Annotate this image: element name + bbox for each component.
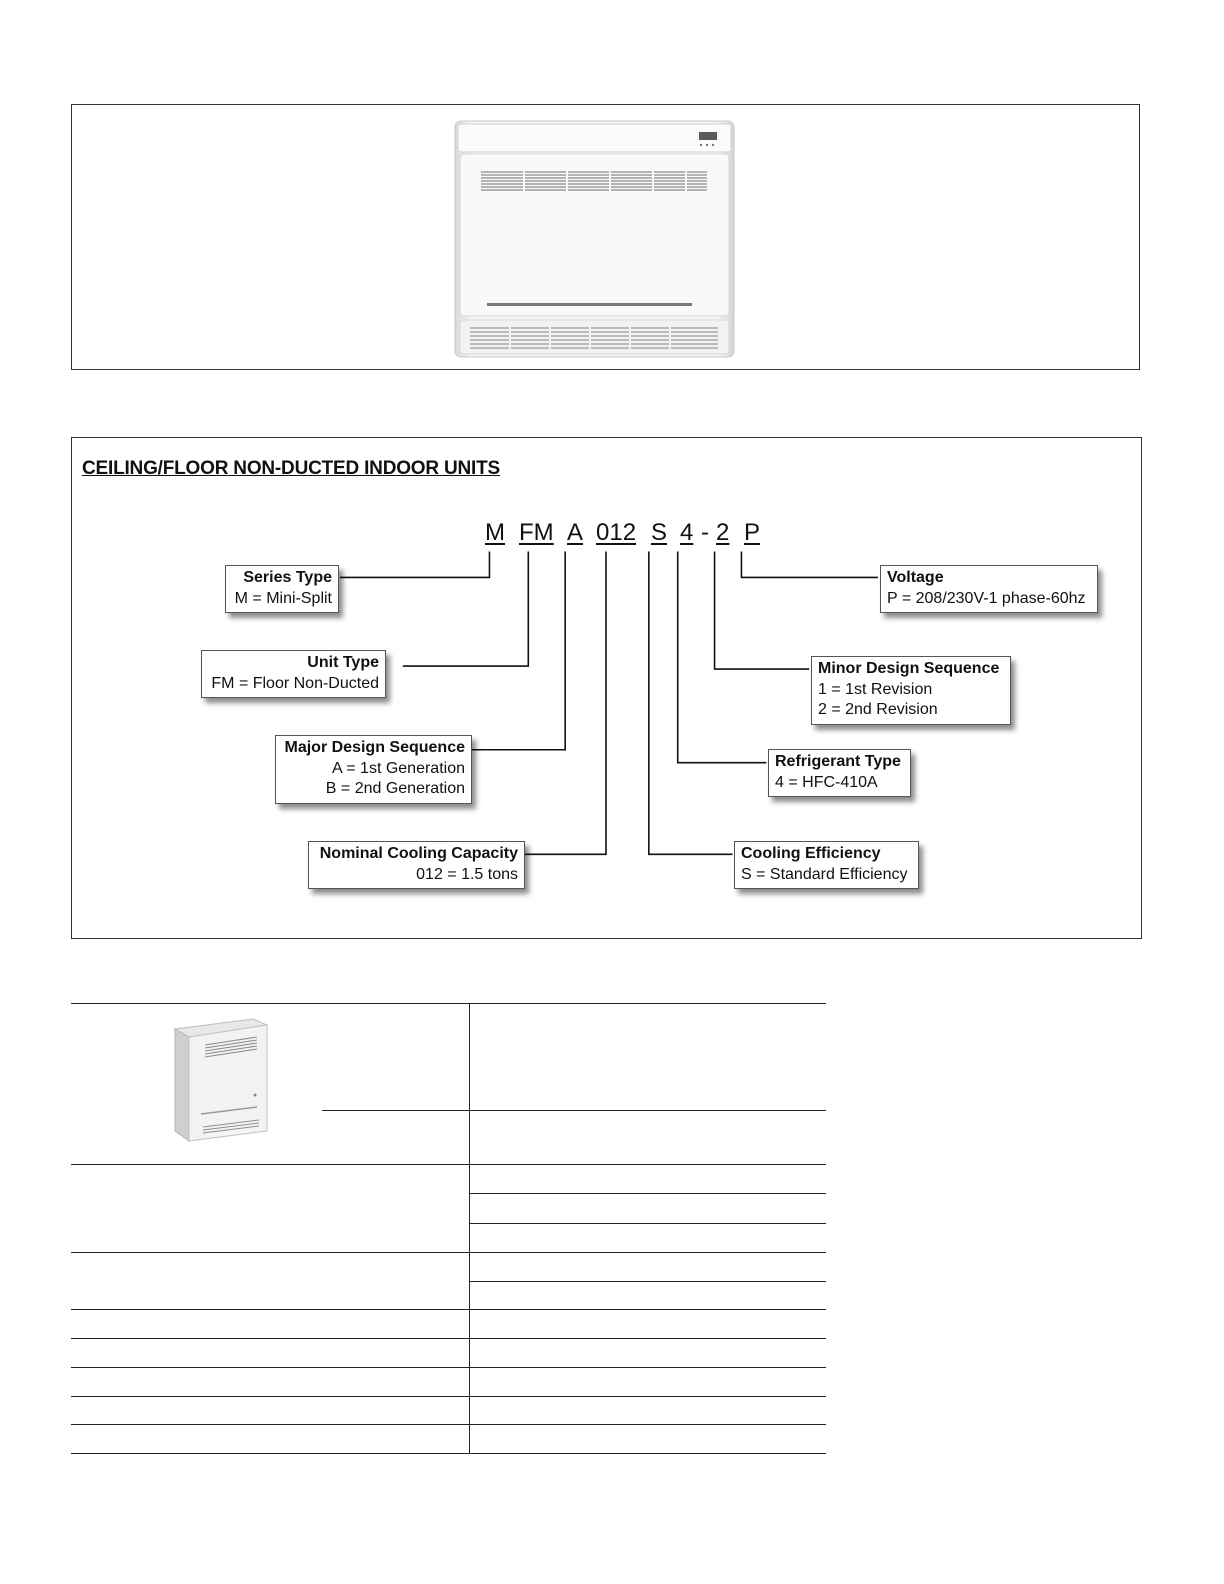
callout-title: Minor Design Sequence xyxy=(818,660,1000,677)
callout-title: Refrigerant Type xyxy=(775,753,901,770)
callout-cooling-efficiency xyxy=(734,841,919,889)
table-rule xyxy=(322,1110,826,1111)
table-rule xyxy=(71,1338,826,1339)
connector-refrigerant xyxy=(678,552,767,763)
code-major-design: A xyxy=(567,519,584,546)
callout-minor-design xyxy=(811,656,1011,725)
callout-title: Major Design Sequence xyxy=(284,739,465,756)
table-rule xyxy=(71,1164,826,1165)
callout-line: FM = Floor Non-Ducted xyxy=(211,674,379,692)
diagram-heading: CEILING/FLOOR NON-DUCTED INDOOR UNITS xyxy=(82,458,500,479)
callout-line: 4 = HFC-410A xyxy=(775,773,878,791)
connector-voltage xyxy=(741,552,877,578)
code-unit-type: FM xyxy=(519,519,554,546)
callout-refrigerant xyxy=(768,749,911,797)
connector-minor-design xyxy=(715,552,810,670)
connector-major-design xyxy=(472,552,566,750)
callout-title: Nominal Cooling Capacity xyxy=(319,845,518,862)
connector-unit-type xyxy=(403,552,528,667)
callout-line: A = 1st Generation xyxy=(332,759,465,777)
callout-major-design xyxy=(275,735,472,804)
code-series: M xyxy=(485,519,505,546)
table-rule xyxy=(71,1453,826,1454)
callout-line: 2 = 2nd Revision xyxy=(818,701,938,718)
code-dash: - xyxy=(701,519,709,546)
product-photo-frame xyxy=(71,104,1140,370)
callout-title: Unit Type xyxy=(307,654,379,671)
table-rule xyxy=(71,1309,826,1310)
code-efficiency: S xyxy=(651,519,668,546)
callout-unit-type xyxy=(201,650,386,698)
callout-line: P = 208/230V-1 phase-60hz xyxy=(887,589,1086,607)
spec-table xyxy=(71,1003,826,1455)
callout-line: B = 2nd Generation xyxy=(325,780,465,797)
callout-title: Voltage xyxy=(887,569,944,586)
code-refrigerant: 4 xyxy=(680,519,694,546)
callout-line: 012 = 1.5 tons xyxy=(416,865,518,883)
table-column-divider xyxy=(469,1003,470,1454)
code-capacity: 012 xyxy=(596,519,637,546)
table-rule xyxy=(469,1223,826,1224)
table-rule xyxy=(71,1252,826,1253)
code-minor-design: 2 xyxy=(716,519,730,546)
callout-title: Cooling Efficiency xyxy=(741,845,881,862)
table-rule xyxy=(469,1281,826,1282)
table-rule xyxy=(71,1003,826,1004)
floor-unit-photo xyxy=(454,120,735,358)
callout-cooling-capacity xyxy=(308,841,525,889)
code-voltage: P xyxy=(744,519,761,546)
callout-voltage xyxy=(880,565,1098,613)
table-rule xyxy=(71,1424,826,1425)
connector-cooling-efficiency xyxy=(649,552,733,855)
table-rule xyxy=(71,1367,826,1368)
unit-thumbnail xyxy=(171,1015,271,1143)
callout-line: M = Mini-Split xyxy=(234,589,332,607)
callout-line: S = Standard Efficiency xyxy=(741,865,908,883)
callout-series-type xyxy=(225,565,339,613)
table-rule xyxy=(469,1193,826,1194)
callout-line: 1 = 1st Revision xyxy=(818,680,933,698)
nomenclature-diagram xyxy=(71,437,1142,939)
connector-series-type xyxy=(340,552,489,578)
table-rule xyxy=(71,1396,826,1397)
callout-title: Series Type xyxy=(243,569,332,586)
